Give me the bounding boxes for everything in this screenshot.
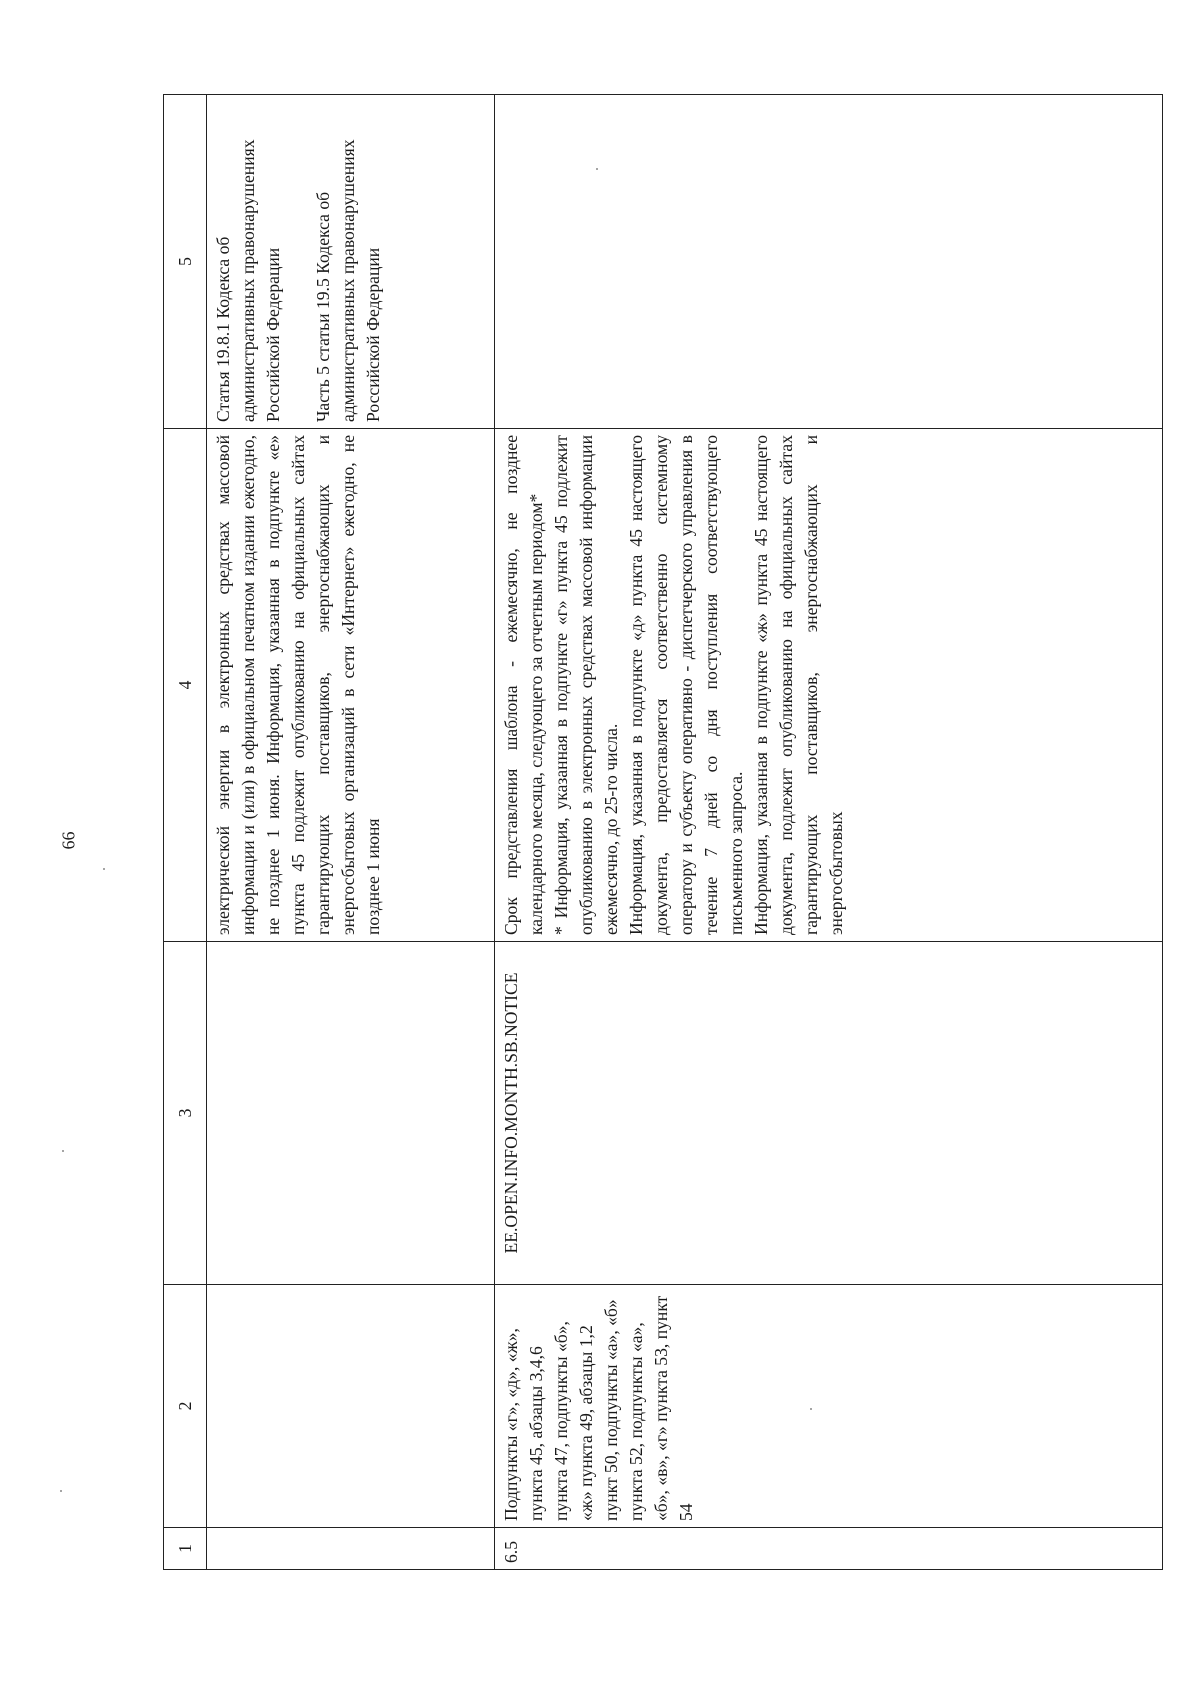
deadline-paragraph-1: Срок представления шаблона - ежемесячно, не позднее календарного месяца, следующего за отчетным периодом*	[501, 435, 546, 935]
deadline-paragraph-4: Информация, указанная в подпункте «ж» пункта 45 настоящего документа, подлежит опубликованию на официальных сайтах гарантирующих поставщиков, энергоснабжающих и энергосбытовых	[751, 435, 846, 935]
cell-deadline	[495, 429, 1163, 942]
cell-liability	[495, 95, 1163, 429]
legal-requirements-table	[163, 94, 1163, 1570]
cell-template-code: EE.OPEN.INFO.MONTH.SB.NOTICE	[495, 942, 1163, 1285]
deadline-paragraph-3: Информация, указанная в подпункте «д» пункта 45 настоящего документа, предоставляется соответственно системному оператору и субъекту оперативно - диспетчерского управления в течение 7 дней со дня поступления соответствующего письменного запроса.	[626, 435, 746, 935]
scan-speck	[103, 868, 105, 870]
cell-legal-basis	[207, 1285, 495, 1528]
cell-number	[207, 1528, 495, 1570]
deadline-paragraph-2: * Информация, указанная в подпункте «г» пункта 45 подлежит опубликованию в электронных средствах массовой информации ежемесячно, до 25-го числа.	[551, 435, 621, 935]
liability-paragraph-2: Часть 5 статьи 19.5 Кодекса об административных правонарушениях Российской Федерации	[313, 139, 383, 422]
header-col-4: 4	[164, 429, 207, 942]
table-row-continuation	[207, 95, 495, 1570]
header-col-1: 1	[164, 1528, 207, 1570]
scan-speck	[596, 168, 598, 170]
page-number: 66	[58, 831, 79, 850]
cell-template-code	[207, 942, 495, 1285]
scan-speck	[810, 1408, 812, 1410]
header-col-5: 5	[164, 95, 207, 429]
cell-liability	[207, 95, 495, 429]
cell-number: 6.5	[495, 1528, 1163, 1570]
liability-paragraph-1: Статья 19.8.1 Кодекса об административных правонарушениях Российской Федерации	[213, 139, 283, 422]
cell-legal-basis: Подпункты «г», «д», «ж», пункта 45, абзацы 3,4,6 пункта 47, подпункты «б», «ж» пункта 49, абзацы 1,2 пункт 50, подпункты «а», «б» пункта 52, подпункты «а», «б», «в», «г» пункта 53, пункт 54	[495, 1285, 1163, 1528]
cell-deadline: электрической энергии в электронных средствах массовой информации и (или) в официальном печатном издании ежегодно, не позднее 1 июня. Информация, указанная в подпункте «е» пункта 45 подлежит опубликованию на официальных сайтах гарантирующих поставщиков, энергоснабжающих и энергосбытовых организаций в сети «Интернет» ежегодно, не позднее 1 июня	[207, 429, 495, 942]
table-header-row	[164, 95, 207, 1570]
table-row-6-5	[495, 95, 1163, 1570]
scan-speck	[60, 1490, 62, 1492]
header-col-3: 3	[164, 942, 207, 1285]
paragraph-gap	[286, 101, 311, 422]
header-col-2: 2	[164, 1285, 207, 1528]
rotated-table-container	[163, 95, 1163, 1570]
scan-speck	[62, 1150, 64, 1152]
